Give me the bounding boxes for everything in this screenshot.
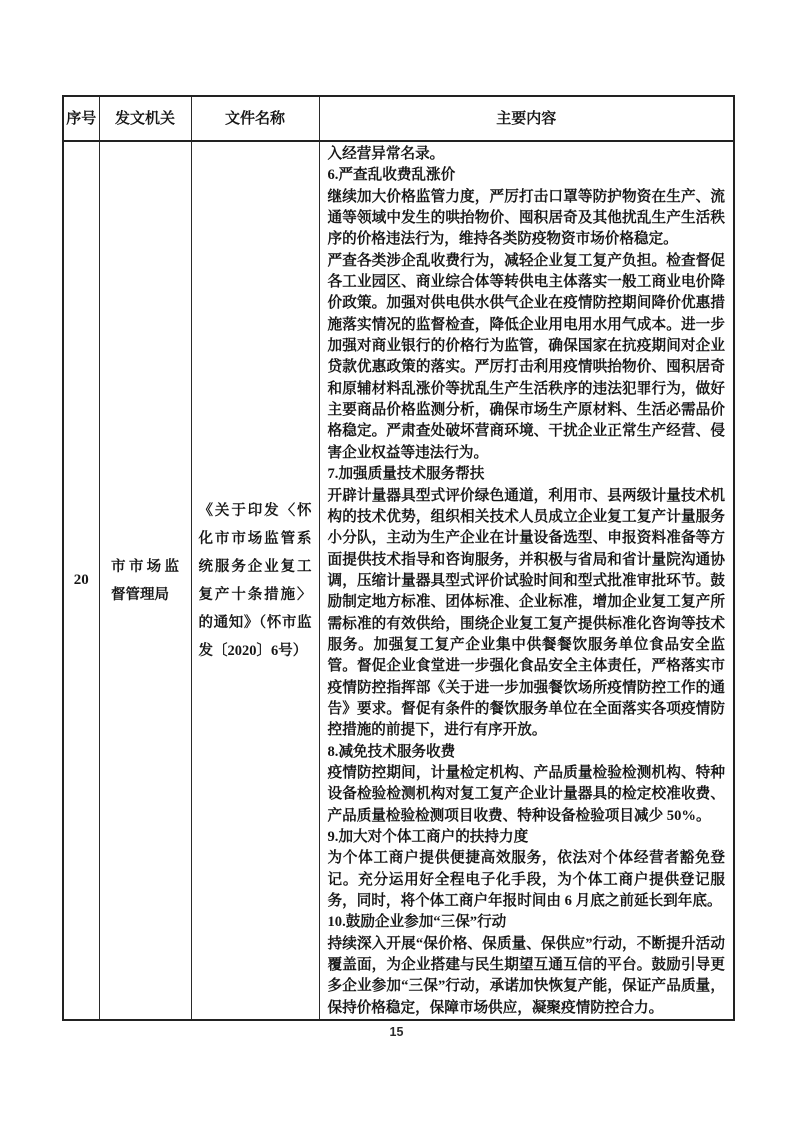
document-table (62, 95, 735, 1021)
content-paragraph: 入经营异常名录。 (327, 146, 445, 162)
content-paragraph: 6.严查乱收费乱涨价 (327, 167, 456, 184)
table-header-row (63, 96, 734, 141)
content-paragraph: 10.鼓励企业参加“三保”行动 (327, 914, 507, 931)
content-paragraph: 8.减免技术服务收费 (327, 743, 456, 760)
content-paragraph: 开辟计量器具型式评价绿色通道，利用市、县两级计量技术机构的技术优势，组织相关技术人员成立企业复工复产计量服务小分队，主动为生产企业在计量设备选型、申报资料准备等方面提供技术指导和咨询服务，并积极与省局和省计量院沟通协调，压缩计量器具型式评价试验时间和型式批准审批环节。鼓励制定地方标准、团体标准、企业标准，增加企业复工复产所需标准的有效供给，围绕企业复工复产提供标准化咨询等技术服务。加强复工复产企业集中供餐餐饮服务单位食品安全监管。督促企业食堂进一步强化食品安全主体责任，严格落实市疫情防控指挥部《关于进一步加强餐饮场所疫情防控工作的通告》要求。督促有条件的餐饮服务单位在全面落实各项疫情防控措施的前提下，进行有序开放。 (327, 487, 725, 739)
serial-number-cell: 20 (63, 141, 99, 1020)
issuing-agency-cell (99, 141, 191, 1020)
header-document-name: 文件名称 (191, 96, 319, 141)
main-content-text (320, 142, 734, 1019)
content-paragraph: 为个体工商户提供便捷高效服务，依法对个体经营者豁免登记。充分运用好全程电子化手段，为个体工商户提供登记服务，同时，将个体工商户年报时间由 6 月底之前延长到年底。 (327, 850, 725, 910)
content-paragraph: 持续深入开展“保价格、保质量、保供应”行动，不断提升活动覆盖面，为企业搭建与民生期望互通互信的平台。鼓励引导更多企业参加“三保”行动，承诺加快恢复产能，保证产品质量，保持价格稳定，保障市场供应，凝聚疫情防控合力。 (327, 935, 725, 1016)
header-issuing-agency: 发文机关 (99, 96, 191, 141)
document-name-text: 《关于印发〈怀化市市场监管系统服务企业复工复产十条措施〉的通知》（怀市监发〔2020〕6号） (198, 502, 312, 659)
header-serial-number: 序号 (63, 96, 99, 141)
main-content-cell (319, 141, 734, 1020)
document-name-cell (191, 141, 319, 1020)
content-paragraph: 继续加大价格监管力度，严厉打击口罩等防护物资在生产、流通等领域中发生的哄抬物价、囤积居奇及其他扰乱生产生活秩序的价格违法行为，维持各类防疫物资市场价格稳定。 (327, 188, 725, 248)
content-paragraph: 严查各类涉企乱收费行为，减轻企业复工复产负担。检查督促各工业园区、商业综合体等转供电主体落实一般工商业电价降价政策。加强对供电供水供气企业在疫情防控期间降价优惠措施落实情况的监督检查，降低企业用电用水用气成本。进一步加强对商业银行的价格行为监管，确保国家在抗疫期间对企业贷款优惠政策的落实。严厉打击利用疫情哄抬物价、囤积居奇和原辅材料乱涨价等扰乱生产生活秩序的违法犯罪行为，做好主要商品价格监测分析，确保市场生产原材料、生活必需品价格稳定。严肃查处破坏营商环境、干扰企业正常生产经营、侵害企业权益等违法行为。 (327, 252, 725, 461)
header-main-content: 主要内容 (319, 96, 734, 141)
content-paragraph: 7.加强质量技术服务帮扶 (327, 466, 485, 483)
page-number: 15 (389, 1025, 404, 1039)
content-paragraph: 疫情防控期间，计量检定机构、产品质量检验检测机构、特种设备检验检测机构对复工复产企业计量器具的检定校准收费、产品质量检验检测项目收费、特种设备检验项目减少 50%。 (327, 764, 725, 824)
table-row (63, 141, 734, 1020)
content-paragraph: 9.加大对个体工商户的扶持力度 (327, 829, 529, 845)
issuing-agency-text: 市市场监督管理局 (111, 558, 179, 603)
